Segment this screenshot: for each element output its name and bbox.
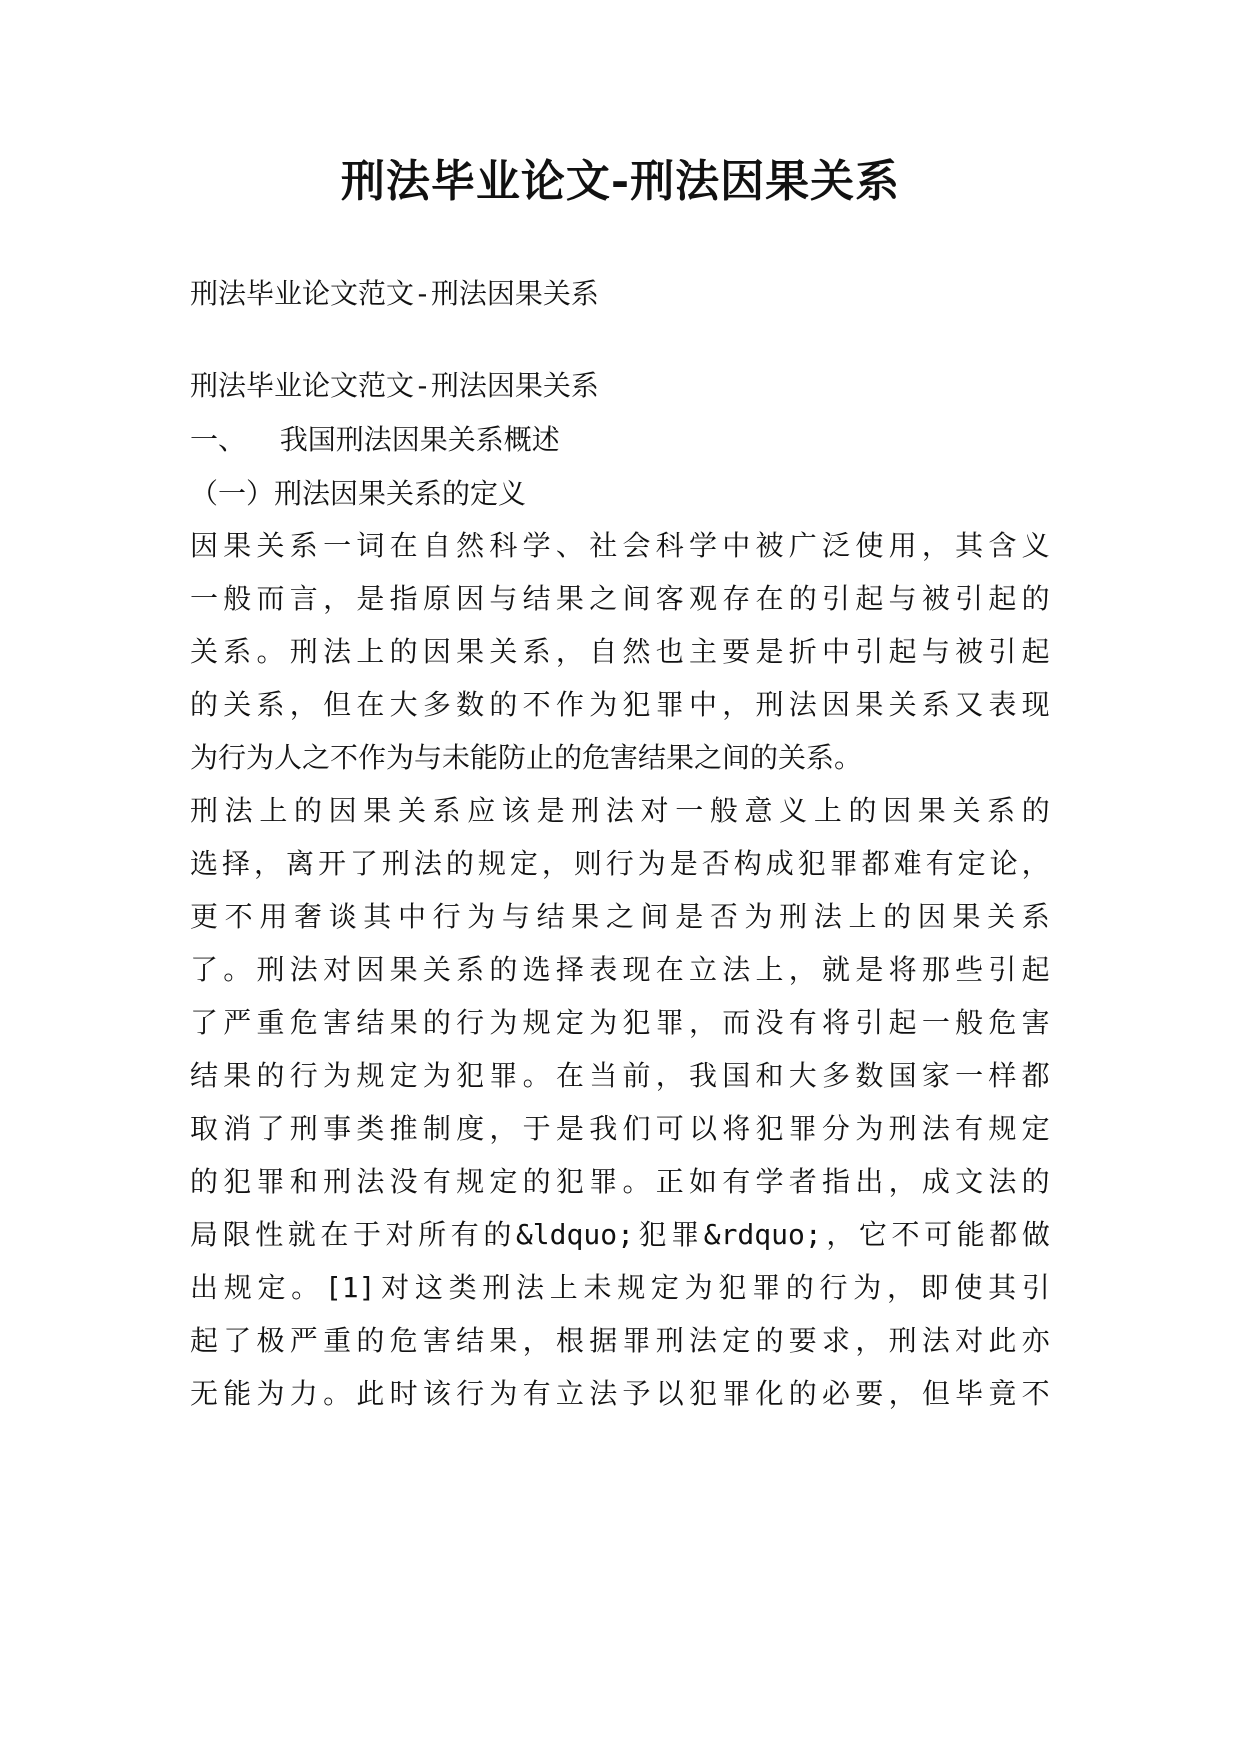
paragraph-line: 因 果 关 系 一 词 在 自 然 科 学 、 社 会 科 学 中 被 广 泛 使 用 ， 其 含 义 xyxy=(190,529,1050,562)
subtitle-line: 刑法毕业论文范文-刑法因果关系 xyxy=(190,277,599,310)
paragraph-line: 刑 法 上 的 因 果 关 系 应 该 是 刑 法 对 一 般 意 义 上 的 因 果 关 系 的 xyxy=(190,794,1050,827)
subsection-heading: （一）刑法因果关系的定义 xyxy=(190,477,527,510)
paragraph-line: 选 择 ， 离 开 了 刑 法 的 规 定 ， 则 行 为 是 否 构 成 犯 罪 都 难 有 定 论 ， xyxy=(190,847,1050,880)
paragraph-line: 起 了 极 严 重 的 危 害 结 果 ， 根 据 罪 刑 法 定 的 要 求 ， 刑 法 对 此 亦 xyxy=(190,1324,1050,1357)
paragraph-line: 结 果 的 行 为 规 定 为 犯 罪 。 在 当 前 ， 我 国 和 大 多 数 国 家 一 样 都 xyxy=(190,1059,1050,1092)
paragraph-line: 的 犯 罪 和 刑 法 没 有 规 定 的 犯 罪 。 正 如 有 学 者 指 出 ， 成 文 法 的 xyxy=(190,1165,1050,1198)
paragraph-line: 出 规 定 。 [1] 对 这 类 刑 法 上 未 规 定 为 犯 罪 的 行 为 ， 即 使 其 引 xyxy=(190,1271,1050,1304)
paragraph-line: 的 关 系 ， 但 在 大 多 数 的 不 作 为 犯 罪 中 ， 刑 法 因 果 关 系 又 表 现 xyxy=(190,688,1050,721)
paragraph-line: 无 能 为 力 。 此 时 该 行 为 有 立 法 予 以 犯 罪 化 的 必 要 ， 但 毕 竟 不 xyxy=(190,1377,1050,1410)
paragraph-line: 关 系 。 刑 法 上 的 因 果 关 系 ， 自 然 也 主 要 是 折 中 引 起 与 被 引 起 xyxy=(190,635,1050,668)
paragraph-line: 了 严 重 危 害 结 果 的 行 为 规 定 为 犯 罪 ， 而 没 有 将 引 起 一 般 危 害 xyxy=(190,1006,1050,1039)
paragraph-line: 局 限 性 就 在 于 对 所 有 的 &ldquo; 犯 罪 &rdquo; ， 它 不 可 能 都 做 xyxy=(190,1218,1050,1251)
paragraph-line: 更 不 用 奢 谈 其 中 行 为 与 结 果 之 间 是 否 为 刑 法 上 的 因 果 关 系 xyxy=(190,900,1050,933)
paragraph-line: 一 般 而 言 ， 是 指 原 因 与 结 果 之 间 客 观 存 在 的 引 起 与 被 引 起 的 xyxy=(190,582,1050,615)
paragraph-line: 取 消 了 刑 事 类 推 制 度 ， 于 是 我 们 可 以 将 犯 罪 分 为 刑 法 有 规 定 xyxy=(190,1112,1050,1145)
subtitle-line: 刑法毕业论文范文-刑法因果关系 xyxy=(190,369,599,402)
paragraph-line: 了 。 刑 法 对 因 果 关 系 的 选 择 表 现 在 立 法 上 ， 就 是 将 那 些 引 起 xyxy=(190,953,1050,986)
section-heading: 一、 我国刑法因果关系概述 xyxy=(190,423,560,456)
document-title: 刑法毕业论文-刑法因果关系 xyxy=(340,156,901,207)
paragraph-line: 为行为人之不作为与未能防止的危害结果之间的关系。 xyxy=(190,741,863,774)
